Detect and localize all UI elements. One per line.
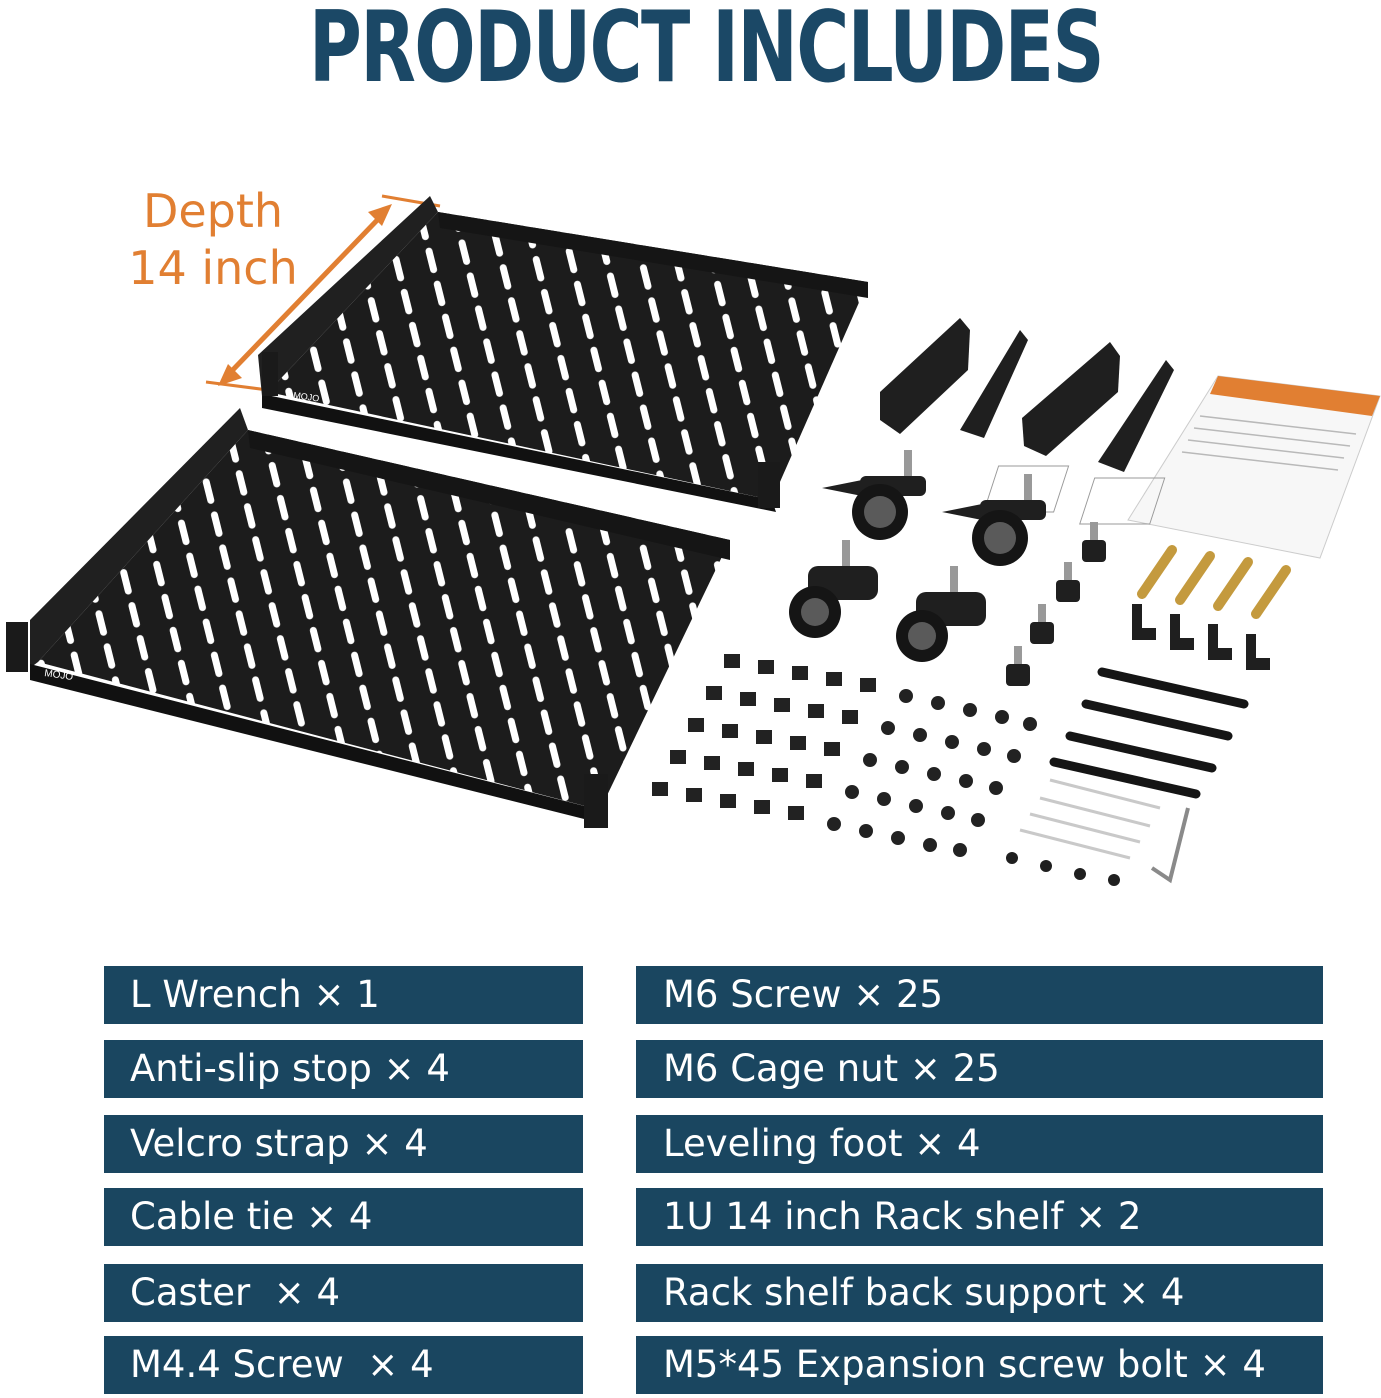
item-caster: Caster × 4 xyxy=(104,1264,583,1322)
m6-screw-icon xyxy=(827,689,1037,857)
item-l-wrench: L Wrench × 1 xyxy=(104,966,583,1024)
cable-tie-icon xyxy=(1020,780,1160,858)
anti-slip-stop-icon xyxy=(1132,604,1270,670)
m4-screw-icon xyxy=(1006,852,1120,886)
expansion-bolt-icon xyxy=(1142,550,1286,614)
velcro-strap-icon xyxy=(1054,672,1244,794)
page-title: PRODUCT INCLUDES xyxy=(308,0,1103,105)
back-support-bracket-icon xyxy=(880,318,1174,472)
item-leveling-foot: Leveling foot × 4 xyxy=(636,1115,1323,1173)
item-m4-screw: M4.4 Screw × 4 xyxy=(104,1336,583,1394)
cage-nut-icon xyxy=(652,654,876,820)
caster-icon xyxy=(789,450,1046,662)
item-cable-tie: Cable tie × 4 xyxy=(104,1188,583,1246)
depth-label-line2: 14 inch xyxy=(128,241,298,295)
brand-logo: MOJO xyxy=(43,668,74,683)
l-wrench-icon xyxy=(1152,808,1188,880)
product-illustration xyxy=(0,180,1381,900)
depth-label-line1: Depth xyxy=(142,184,284,238)
item-velcro-strap: Velcro strap × 4 xyxy=(104,1115,583,1173)
item-expansion-bolt: M5*45 Expansion screw bolt × 4 xyxy=(636,1336,1323,1394)
item-m6-screw: M6 Screw × 25 xyxy=(636,966,1323,1024)
brand-logo: MOJO xyxy=(292,390,320,404)
item-rack-shelf: 1U 14 inch Rack shelf × 2 xyxy=(636,1188,1323,1246)
item-back-support: Rack shelf back support × 4 xyxy=(636,1264,1323,1322)
item-anti-slip-stop: Anti-slip stop × 4 xyxy=(104,1040,583,1098)
item-m6-cage-nut: M6 Cage nut × 25 xyxy=(636,1040,1323,1098)
